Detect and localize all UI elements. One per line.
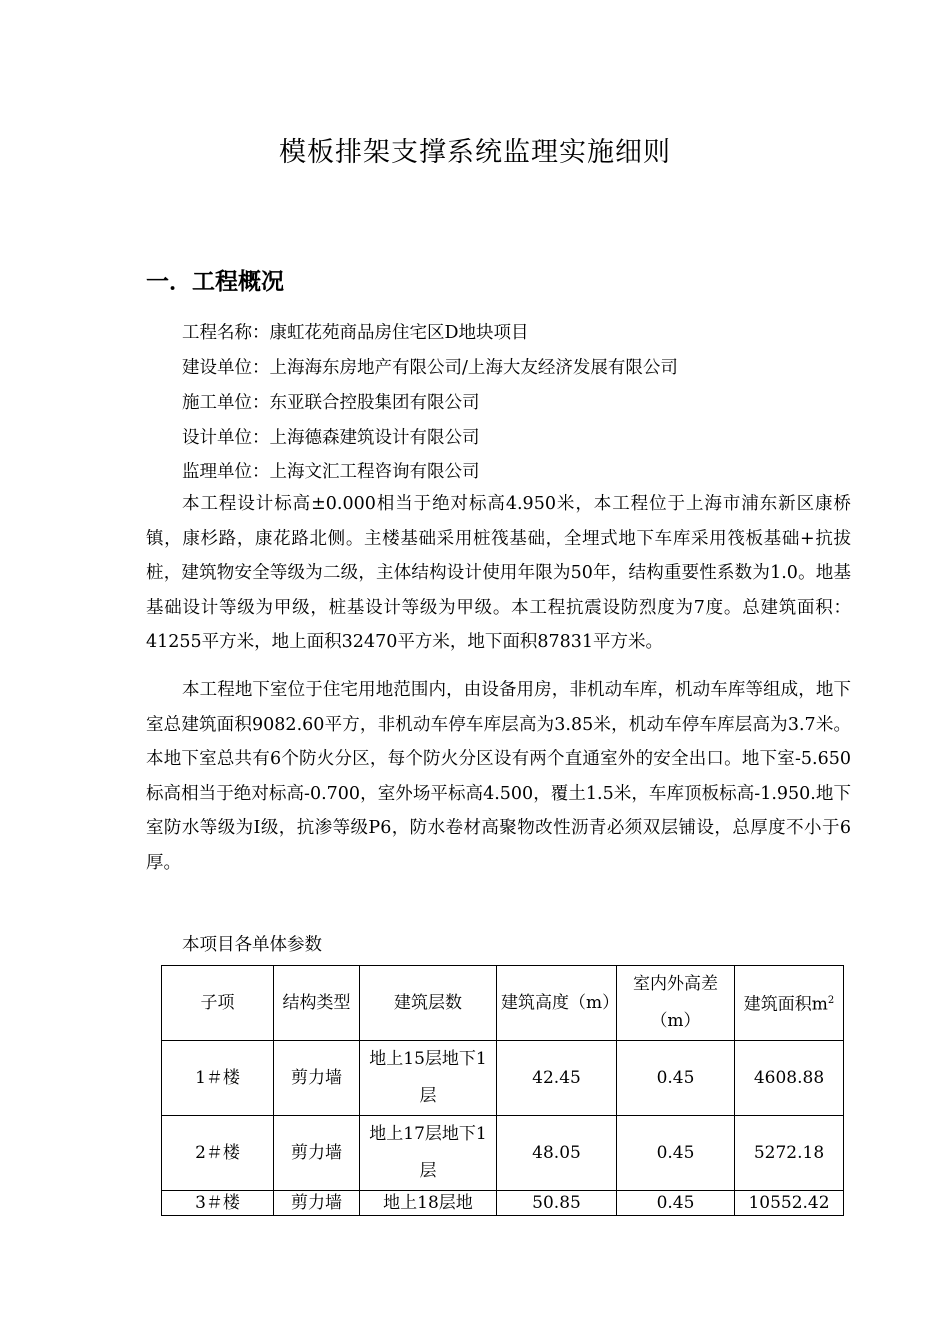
table-cell: 42.45	[497, 1041, 617, 1116]
table-cell: 0.45	[617, 1041, 735, 1116]
table-cell: 0.45	[617, 1191, 735, 1216]
header-cell: 子项	[162, 966, 274, 1041]
table-cell: 4608.88	[735, 1041, 844, 1116]
header-cell: 结构类型	[274, 966, 360, 1041]
table-cell: 1＃楼	[162, 1041, 274, 1116]
table-cell: 剪力墙	[274, 1191, 360, 1216]
section-heading: 一．工程概况	[146, 269, 284, 295]
header-cell: 建筑高度（m）	[497, 966, 617, 1041]
table-cell: 3＃楼	[162, 1191, 274, 1216]
paragraph-overview: 本工程设计标高±0.000相当于绝对标高4.950米，本工程位于上海市浦东新区康桥镇，康杉路，康花路北侧。主楼基础采用桩筏基础，全埋式地下车库采用筏板基础+抗拔桩，建筑物安全等级为二级，主体结构设计使用年限为50年，结构重要性系数为1.0。地基基础设计等级为甲级，桩基设计等级为甲级。本工程抗震设防烈度为7度。总建筑面积：41255平方米，地上面积32470平方米，地下面积87831平方米。	[146, 494, 851, 652]
area-unit-superscript: 2	[827, 995, 835, 1007]
header-cell: 建筑层数	[360, 966, 497, 1041]
table-row	[162, 1041, 844, 1116]
info-designer: 设计单位：上海德森建筑设计有限公司	[182, 428, 480, 448]
table-cell: 5272.18	[735, 1116, 844, 1191]
document-title: 模板排架支撑系统监理实施细则	[279, 137, 671, 168]
info-project-name: 工程名称：康虹花苑商品房住宅区D地块项目	[182, 323, 529, 343]
table-row	[162, 1191, 844, 1216]
area-header-text: 建筑面积m	[743, 994, 828, 1015]
table-cell: 地上15层地下1层	[360, 1041, 497, 1116]
header-cell: 室内外高差（m）	[617, 966, 735, 1041]
table-cell: 0.45	[617, 1116, 735, 1191]
table-cell: 2＃楼	[162, 1116, 274, 1191]
table-cell: 剪力墙	[274, 1116, 360, 1191]
table-cell: 地上18层地	[360, 1191, 497, 1216]
info-developer: 建设单位：上海海东房地产有限公司/上海大友经济发展有限公司	[182, 358, 678, 378]
header-cell-area	[735, 966, 844, 1041]
parameters-table	[161, 965, 844, 1216]
table-cell: 50.85	[497, 1191, 617, 1216]
info-contractor: 施工单位：东亚联合控股集团有限公司	[182, 393, 480, 413]
info-supervisor: 监理单位：上海文汇工程咨询有限公司	[182, 462, 480, 482]
table-cell: 地上17层地下1层	[360, 1116, 497, 1191]
table-row	[162, 1116, 844, 1191]
table-cell: 10552.42	[735, 1191, 844, 1216]
paragraph-basement: 本工程地下室位于住宅用地范围内，由设备用房，非机动车库，机动车库等组成，地下室总建筑面积9082.60平方，非机动车停车库层高为3.85米，机动车停车库层高为3.7米。本地下室总共有6个防火分区，每个防火分区设有两个直通室外的安全出口。地下室-5.650标高相当于绝对标高-0.700，室外场平标高4.500，覆土1.5米，车库顶板标高-1.950.地下室防水等级为Ⅰ级，抗渗等级P6，防水卷材高聚物改性沥青必须双层铺设，总厚度不小于6厚。	[146, 680, 851, 873]
table-cell: 48.05	[497, 1116, 617, 1191]
table-header-row	[162, 966, 844, 1041]
table-cell: 剪力墙	[274, 1041, 360, 1116]
table-caption: 本项目各单体参数	[182, 935, 322, 955]
